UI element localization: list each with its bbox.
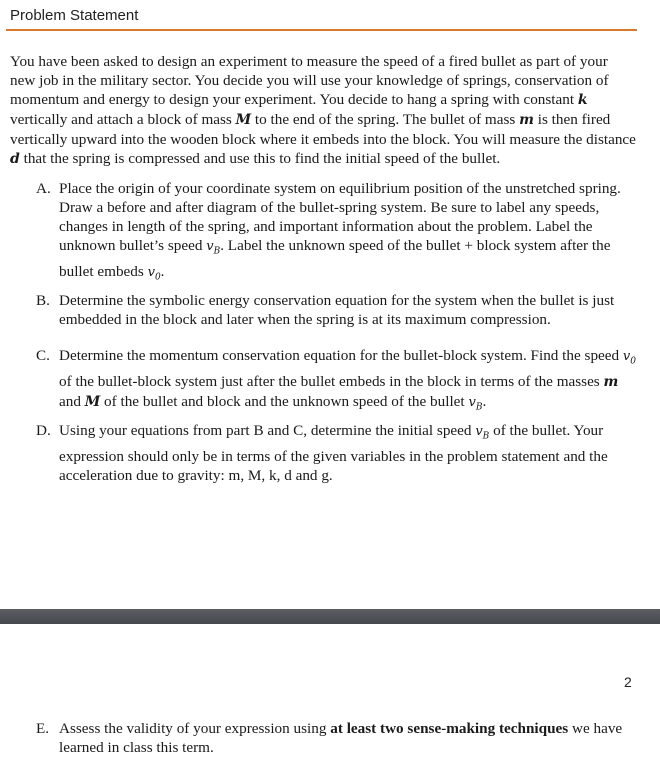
part-e-text: Assess the validity of your expression using at least two sense-making techniques we have learned in class this term. — [59, 720, 623, 756]
part-c — [36, 346, 636, 417]
part-c-letter: C. — [36, 347, 50, 364]
page-break — [0, 609, 660, 624]
part-a-text: Place the origin of your coordinate system on equilibrium position of the unstretched spring. Draw a before and after diagram of the bullet-spring system. Be sure to label any speeds, changes in length of the spring, and important information about the problem. Label the unknown bullet’s speed $v_B$. Label the unknown speed of the bullet + block system after the bullet embeds $v_0$. — [59, 180, 621, 283]
part-a-letter: A. — [36, 180, 51, 197]
variable-k: k — [577, 92, 588, 108]
variable-vB: $v_B$ — [206, 239, 221, 257]
variable-v0: $v_0$ — [622, 349, 637, 367]
variable-d: d — [10, 151, 20, 167]
part-c-text: Determine the momentum conservation equation for the bullet-block system. Find the speed $v_0$ of the bullet-block system just after the bullet embeds in the block in terms of the masses m and M of the bullet and block and the unknown speed of the bullet $v_B$. — [59, 347, 637, 413]
part-d-letter: D. — [36, 422, 51, 439]
page-number: 2 — [624, 674, 632, 690]
part-e-letter: E. — [36, 720, 50, 737]
variable-m: m — [519, 112, 534, 128]
part-d — [36, 421, 636, 485]
emphasis-text: at least two sense-making techniques — [330, 720, 569, 737]
problem-statement-paragraph: You have been asked to design an experiment to measure the speed of a fired bullet as part of your new job in the military sector. You decide you will use your knowledge of springs, conservation of momentum and energy to design your experiment. You decide to hang a spring with constant k vertically and attach a block of mass M to the end of the spring. The bullet of mass m is then fired vertically upward into the wooden block where it embeds into the block. You will measure the distance d that the spring is compressed and use this to find the initial speed of the bullet. — [10, 53, 636, 167]
header-divider — [6, 29, 637, 31]
part-d-text: Using your equations from part B and C, determine the initial speed $v_B$ of the bullet. Your expression should only be in terms of the given variables in the problem statement and the acceleration due to gravity: m, M, k, d and g. — [59, 422, 608, 484]
variable-vB: $v_B$ — [475, 424, 490, 442]
section-title: Problem Statement — [10, 7, 139, 24]
variable-m: m — [603, 373, 619, 390]
variable-M: M — [84, 393, 101, 410]
variable-M: M — [235, 112, 252, 128]
variable-v0: $v_0$ — [147, 264, 161, 283]
variable-vB: $v_B$ — [468, 394, 483, 413]
part-a — [36, 179, 636, 287]
part-b-text: Determine the symbolic energy conservation equation for the system when the bullet is just embedded in the block and later when the spring is at its maximum compression. — [59, 292, 615, 328]
part-e — [36, 719, 636, 757]
part-b — [36, 291, 636, 329]
part-b-letter: B. — [36, 292, 50, 309]
